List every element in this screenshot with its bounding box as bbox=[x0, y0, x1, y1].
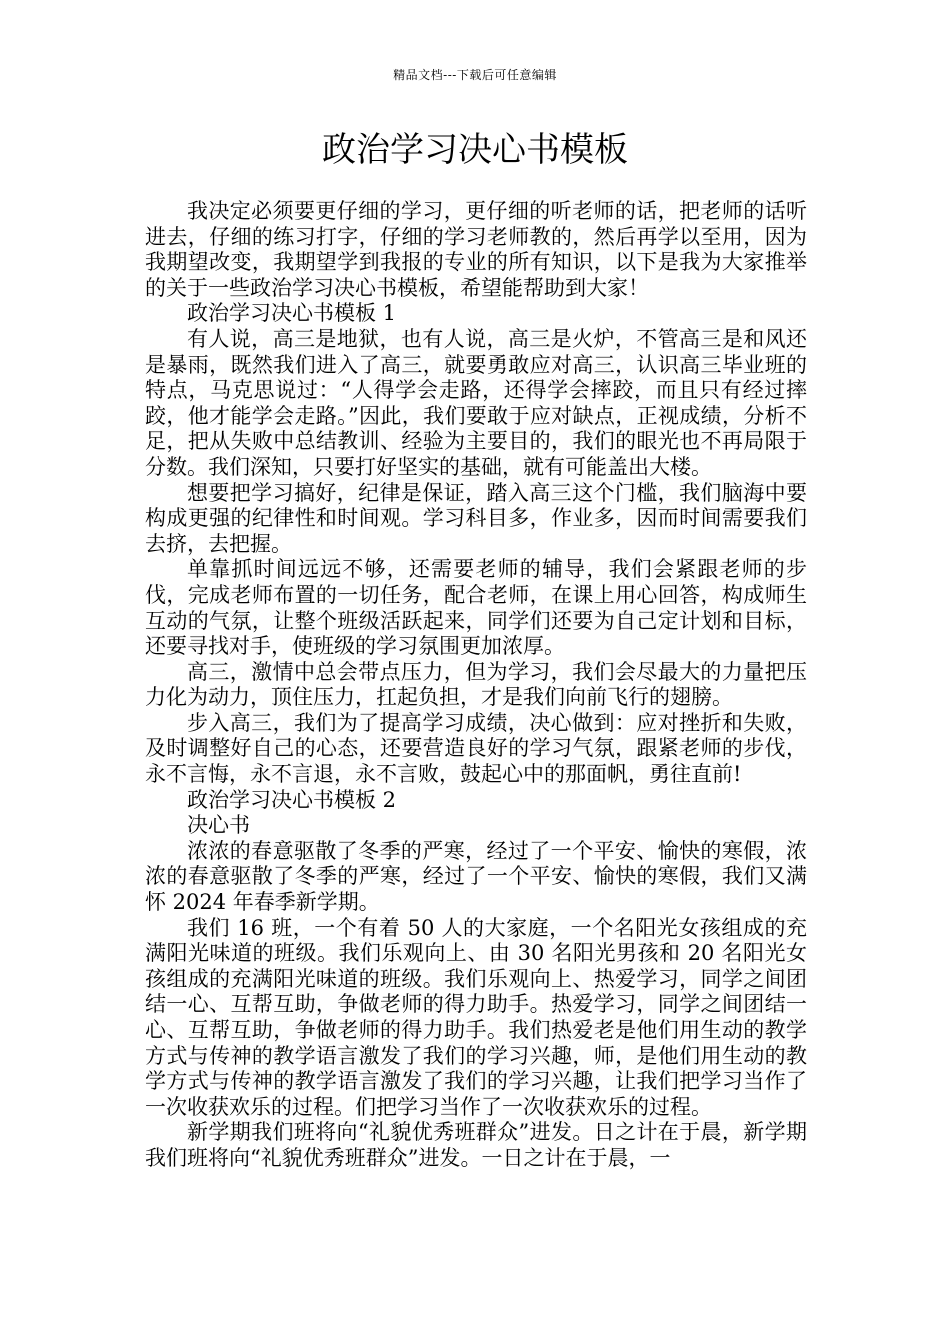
subheading: 决心书 bbox=[187, 813, 250, 838]
section-heading-1: 政治学习决心书模板 1 bbox=[187, 301, 397, 326]
header-note: 精品文档---下载后可任意编辑 bbox=[393, 68, 557, 82]
paragraph: 浓浓的春意驱散了冬季的严寒，经过了一个平安、愉快的寒假，浓浓的春意驱散了冬季的严寒，经过了一个平安、愉快的寒假，我们又满怀 2024 年春季新学期。 bbox=[145, 838, 807, 915]
section-heading-2: 政治学习决心书模板 2 bbox=[187, 787, 397, 812]
paragraph: 单靠抓时间远远不够，还需要老师的辅导，我们会紧跟老师的步伐，完成老师布置的一切任务，配合老师，在课上用心回答，构成师生互动的气氛，让整个班级活跃起来，同学们还要为自己定计划和目标，还要寻找对手，使班级的学习氛围更加浓厚。 bbox=[145, 557, 807, 659]
paragraph: 我们 16 班，一个有着 50 人的大家庭，一个名阳光女孩组成的充满阳光味道的班级。我们乐观向上、由 30 名阳光男孩和 20 名阳光女孩组成的充满阳光味道的班级。我们乐观向上、热爱学习，同学之间团结一心、互帮互助，争做老师的得力助手。热爱学习，同学之间团结一心、互帮互助，争做老师的得力助手。我们热爱老是他们用生动的教学方式与传神的教学语言激发了我们的学习兴趣，师，是他们用生动的教学方式与传神的教学语言激发了我们的学习兴趣，让我们把学习当作了一次收获欢乐的过程。们把学习当作了一次收获欢乐的过程。 bbox=[145, 915, 807, 1119]
paragraph: 高三，激情中总会带点压力，但为学习，我们会尽最大的力量把压力化为动力，顶住压力，扛起负担，才是我们向前飞行的翅膀。 bbox=[145, 659, 807, 710]
document-title: 政治学习决心书模板 bbox=[322, 130, 628, 170]
paragraph: 想要把学习搞好，纪律是保证，踏入高三这个门槛，我们脑海中要构成更强的纪律性和时间观。学习科目多，作业多，因而时间需要我们去挤，去把握。 bbox=[145, 480, 807, 556]
paragraph-intro: 我决定必须要更仔细的学习，更仔细的听老师的话，把老师的话听进去，仔细的练习打字，仔细的学习老师教的，然后再学以至用，因为我期望改变，我期望学到我报的专业的所有知识，以下是我为大家推举的关于一些政治学习决心书模板，希望能帮助到大家！ bbox=[145, 199, 807, 300]
paragraph: 新学期我们班将向“礼貌优秀班群众”进发。日之计在于晨，新学期我们班将向“礼貌优秀班群众”进发。一日之计在于晨，一 bbox=[145, 1120, 807, 1170]
paragraph: 有人说，高三是地狱，也有人说，高三是火炉，不管高三是和风还是暴雨，既然我们进入了高三，就要勇敢应对高三，认识高三毕业班的特点，马克思说过：“人得学会走路，还得学会摔跤，而且只有经过摔跤，他才能学会走路。”因此，我们要敢于应对缺点，正视成绩，分析不足，把从失败中总结教训、经验为主要目的，我们的眼光也不再局限于分数。我们深知，只要打好坚实的基础，就有可能盖出大楼。 bbox=[145, 326, 807, 479]
document-body bbox=[145, 199, 807, 1172]
paragraph: 步入高三，我们为了提高学习成绩，决心做到：应对挫折和失败，及时调整好自己的心态，还要营造良好的学习气氛，跟紧老师的步伐，永不言悔，永不言退，永不言败，鼓起心中的那面帆，勇往直前! bbox=[145, 710, 807, 787]
